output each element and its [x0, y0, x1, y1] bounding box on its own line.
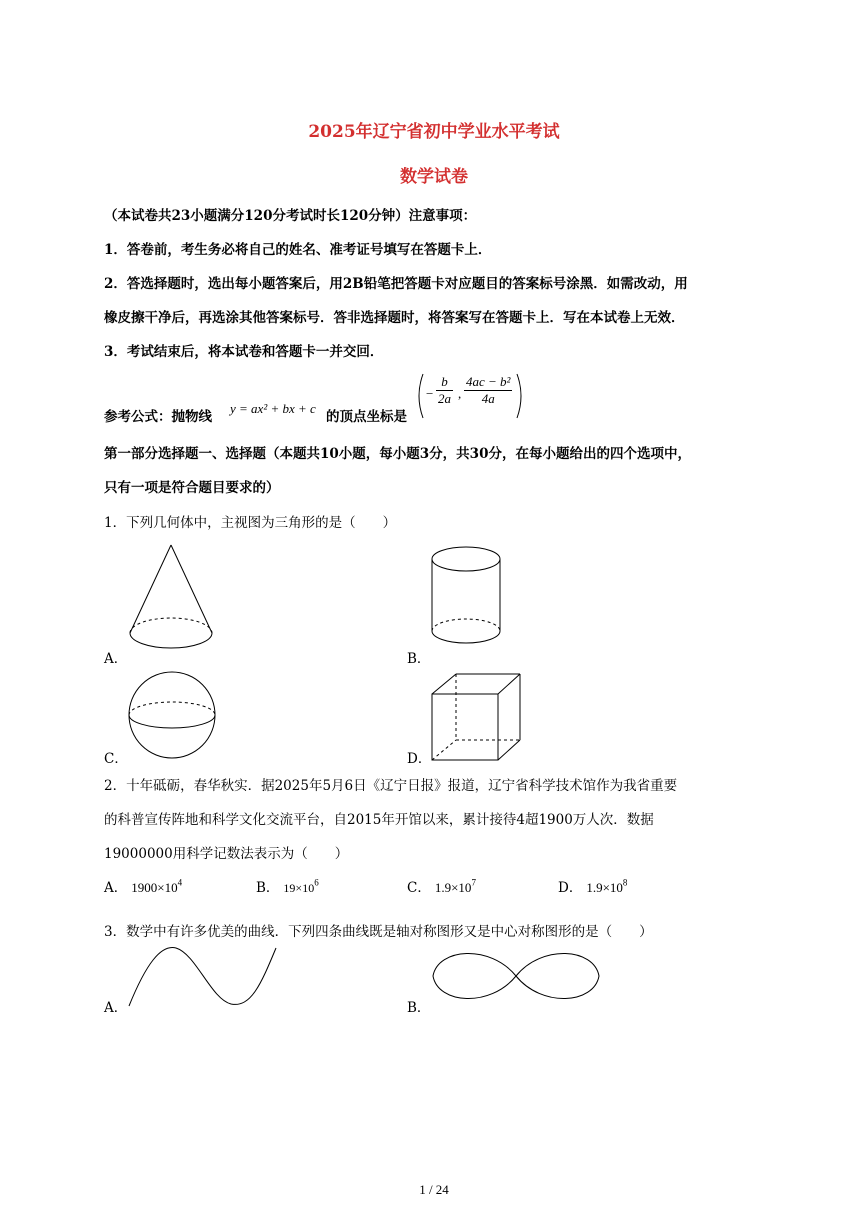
q2-line-1: 2．十年砥砺，春华秋实．据2025年5月6日《辽宁日报》报道，辽宁省科学技术馆作为我省重要 [104, 778, 678, 794]
q2-line-3: 19000000用科学记数法表示为（ ） [104, 846, 349, 862]
q2-option-c: C． $1.9\times 10^7$ [407, 877, 476, 896]
vertex-x-denominator: 2a [438, 391, 451, 406]
notice-item-1: 1．答卷前，考生务必将自己的姓名、准考证号填写在答题卡上． [104, 242, 492, 258]
lemniscate-figure [430, 944, 610, 1014]
exam-title: 2025年辽宁省初中学业水平考试 [308, 122, 560, 142]
notice-item-2-line-2: 橡皮擦干净后，再选涂其他答案标号．答非选择题时，将答案写在答题卡上．写在本试卷上无效． [104, 310, 685, 326]
cone-figure [125, 542, 225, 662]
cylinder-figure [428, 545, 518, 665]
exam-subtitle: 数学试卷 [400, 167, 468, 187]
vertex-y-denominator: 4a [481, 391, 495, 406]
cube-figure [430, 672, 530, 772]
q1-option-a-label: A． [104, 651, 128, 667]
sphere-figure [127, 670, 227, 770]
page-number: 1 / 24 [419, 1182, 449, 1197]
q3-stem: 3．数学中有许多优美的曲线．下列四条曲线既是轴对称图形又是中心对称图形的是（ ） [104, 924, 653, 940]
notice-item-2-line-1: 2．答选择题时，选出每小题答案后，用2B铅笔把答题卡对应题目的答案标号涂黑．如需改动，用 [104, 276, 688, 292]
q2-option-a: A． $1900\times 10^4$ [104, 877, 183, 896]
q1-option-b-label: B． [407, 651, 431, 667]
vertex-y-fraction [464, 374, 512, 407]
formula-expression: y = ax² + bx + c [230, 401, 316, 416]
notice-item-3: 3．考试结束后，将本试卷和答题卡一并交回． [104, 344, 384, 360]
right-paren [514, 372, 526, 420]
vertex-x-fraction [436, 374, 453, 407]
q3-option-a-label: A． [104, 1000, 128, 1016]
q2-option-d: D． $1.9\times 10^8$ [558, 877, 628, 896]
q1-option-c-label: C． [104, 751, 128, 767]
notice-intro: （本试卷共23小题满分120分考试时长120分钟）注意事项： [104, 208, 477, 224]
q1-stem: 1．下列几何体中，主视图为三角形的是（ ） [104, 515, 397, 531]
q1-option-d-label: D． [407, 751, 432, 767]
formula-middle: 的顶点坐标是 [326, 409, 407, 425]
vertex-x-numerator: b [436, 374, 453, 391]
section-heading-line-2: 只有一项是符合题目要求的） [104, 480, 280, 496]
q2-line-2: 的科普宣传阵地和科学文化交流平台，自2015年开馆以来，累计接待4超1900万人次．数据 [104, 812, 654, 828]
q3-option-b-label: B． [407, 1000, 431, 1016]
vertex-y-numerator: 4ac − b² [466, 374, 511, 389]
section-heading-line-1: 第一部分选择题一、选择题（本题共10小题，每小题3分，共30分，在每小题给出的四个选项中， [104, 446, 691, 462]
formula-prefix: 参考公式：抛物线 [104, 409, 212, 425]
left-paren [414, 372, 426, 420]
sine-curve-figure [126, 944, 286, 1014]
q2-option-b: B． $19\times 10^6$ [256, 877, 319, 896]
